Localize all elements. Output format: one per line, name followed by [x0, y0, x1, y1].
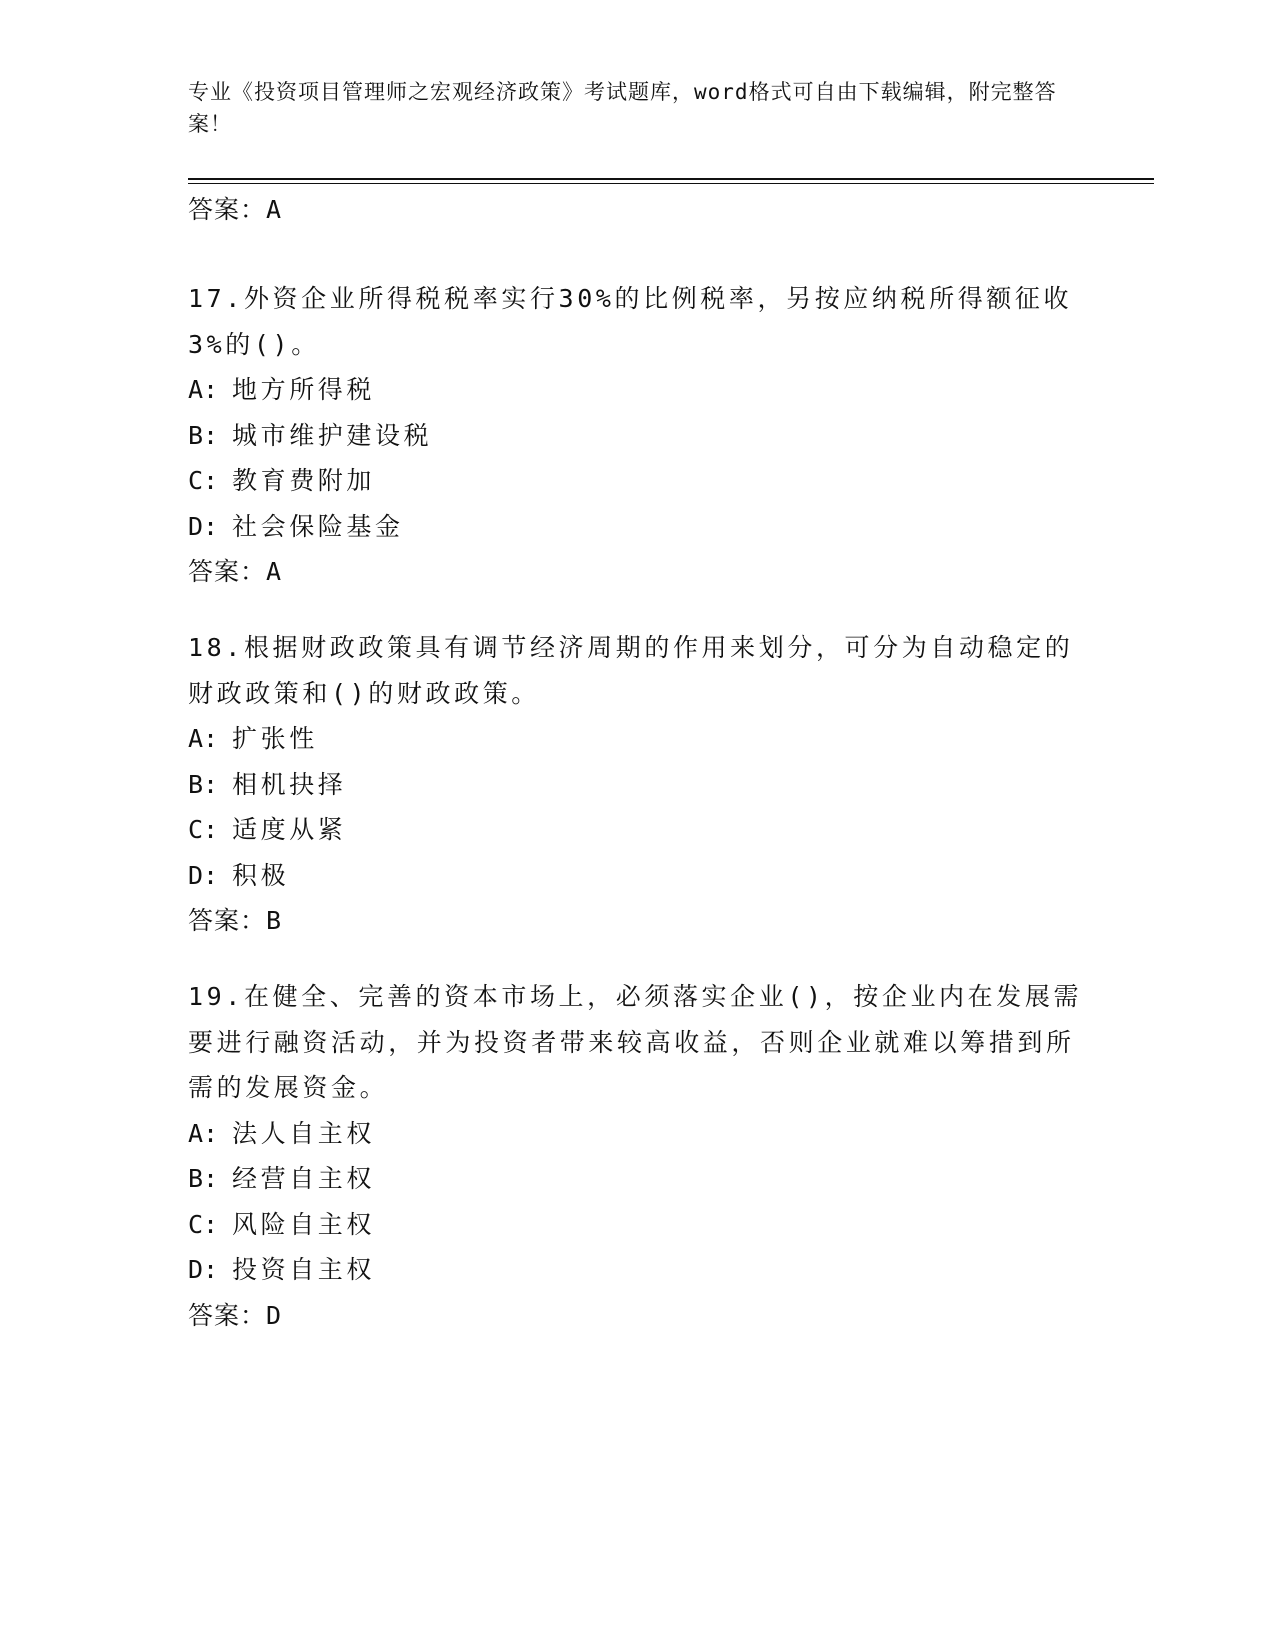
option-text: 投资自主权: [232, 1255, 376, 1284]
option-letter: D:: [188, 511, 219, 541]
option-text: 风险自主权: [232, 1209, 376, 1239]
question-18: [188, 625, 1088, 944]
option-letter: A:: [188, 375, 219, 404]
option-b[interactable]: [188, 762, 1088, 808]
option-letter: A:: [188, 724, 219, 753]
option-d[interactable]: [188, 853, 1088, 899]
option-d[interactable]: [188, 504, 1088, 550]
answer-value: B: [266, 906, 283, 935]
document-header: [188, 76, 1068, 140]
option-letter: C:: [188, 466, 219, 495]
question-stem: 17.外资企业所得税税率实行30%的比例税率，另按应纳税所得额征收3%的()。: [188, 284, 1073, 359]
option-letter: C:: [188, 1209, 219, 1239]
option-b[interactable]: [188, 1156, 1088, 1202]
option-text: 适度从紧: [232, 815, 347, 844]
question-19: [188, 974, 1088, 1338]
question-answer: [188, 898, 1088, 944]
answer-label: 答案：: [188, 195, 267, 224]
option-a[interactable]: [188, 1111, 1088, 1157]
header-text: 专业《投资项目管理师之宏观经济政策》考试题库，word格式可自由下载编辑，附完整答案！: [188, 80, 1057, 136]
option-text: 积极: [232, 860, 290, 890]
option-letter: B:: [188, 1164, 219, 1193]
option-c[interactable]: [188, 458, 1088, 504]
option-text: 经营自主权: [232, 1164, 376, 1193]
answer-value: D: [266, 1300, 283, 1330]
option-text: 扩张性: [232, 724, 318, 753]
option-b[interactable]: [188, 413, 1088, 459]
answer-label: 答案：: [188, 906, 267, 935]
option-letter: D:: [188, 1255, 219, 1284]
option-a[interactable]: [188, 716, 1088, 762]
option-text: 城市维护建设税: [232, 420, 433, 450]
question-stem: 19.在健全、完善的资本市场上，必须落实企业()，按企业内在发展需要进行融资活动，并为投资者带来较高收益，否则企业就难以筹措到所需的发展资金。: [188, 982, 1083, 1102]
option-a[interactable]: [188, 367, 1088, 413]
question-stem: 18.根据财政政策具有调节经济周期的作用来划分，可分为自动稳定的财政政策和()的财政政策。: [188, 633, 1074, 708]
option-letter: B:: [188, 420, 219, 450]
question-answer: [188, 1293, 1088, 1339]
option-d[interactable]: [188, 1247, 1088, 1293]
option-text: 社会保险基金: [232, 511, 404, 541]
answer-value: A: [266, 195, 283, 224]
question-17: [188, 276, 1088, 595]
option-letter: A:: [188, 1118, 219, 1148]
header-divider-thick: [188, 178, 1154, 180]
previous-answer: [188, 193, 282, 227]
question-answer: [188, 549, 1088, 595]
option-letter: C:: [188, 815, 219, 844]
answer-label: 答案：: [188, 1300, 267, 1330]
option-text: 地方所得税: [232, 375, 376, 404]
option-c[interactable]: [188, 807, 1088, 853]
option-letter: B:: [188, 769, 219, 799]
option-letter: D:: [188, 860, 219, 890]
answer-label: 答案：: [188, 557, 267, 586]
option-text: 相机抉择: [232, 769, 347, 799]
answer-value: A: [266, 557, 283, 586]
header-divider-thin: [188, 183, 1154, 184]
option-text: 法人自主权: [232, 1118, 376, 1148]
option-c[interactable]: [188, 1202, 1088, 1248]
option-text: 教育费附加: [232, 466, 376, 495]
